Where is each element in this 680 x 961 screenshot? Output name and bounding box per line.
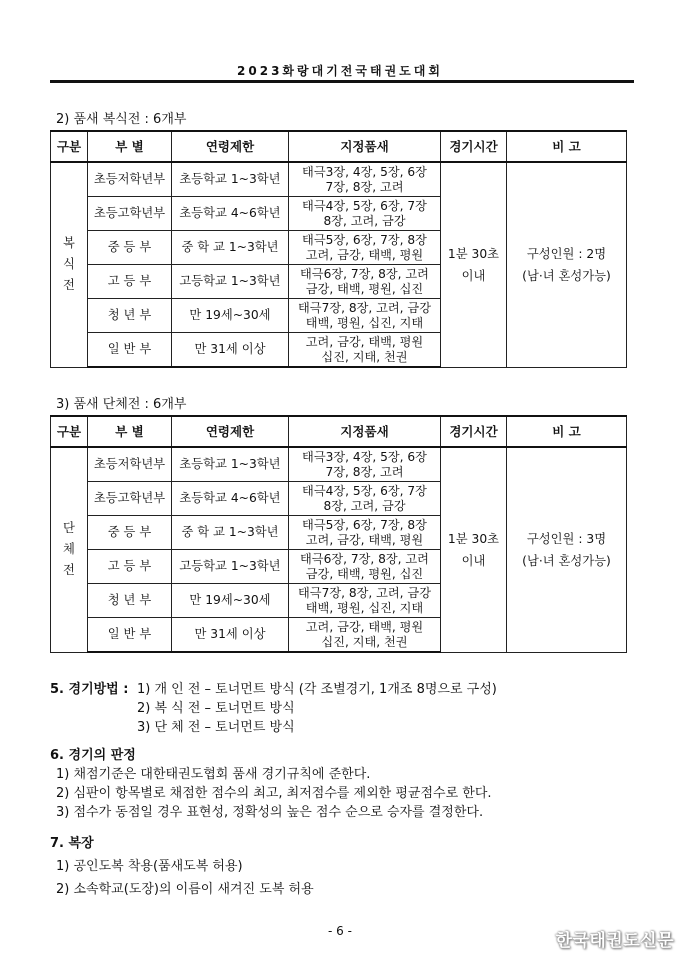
judging-item: 3) 점수가 동점일 경우 표현성, 정확성의 높은 점수 순으로 승자를 결정한다. bbox=[56, 805, 484, 820]
col-header-match-time: 경기시간 bbox=[441, 131, 507, 162]
match-time-cell: 1분 30초 이내 bbox=[441, 447, 507, 652]
doubles-event-table bbox=[50, 130, 627, 368]
age-limit-cell: 만 19세~30세 bbox=[172, 299, 289, 333]
team-event-table bbox=[50, 415, 627, 653]
match-time-cell: 1분 30초 이내 bbox=[441, 162, 507, 367]
table-row bbox=[51, 162, 627, 197]
document-header-title: 2023화랑대기전국태권도대회 bbox=[237, 64, 443, 78]
table-header-row bbox=[51, 131, 627, 162]
poomsae-cell: 태극7장, 8장, 고려, 금강 태백, 평원, 십진, 지태 bbox=[289, 299, 441, 333]
division-cell: 초등고학년부 bbox=[88, 197, 172, 231]
age-limit-cell: 중 학 교 1~3학년 bbox=[172, 516, 289, 550]
uniform-heading: 7. 복장 bbox=[50, 836, 94, 851]
age-limit-cell: 중 학 교 1~3학년 bbox=[172, 231, 289, 265]
remarks-cell: 구성인원 : 3명 (남·녀 혼성가능) bbox=[507, 447, 627, 652]
age-limit-cell: 만 19세~30세 bbox=[172, 584, 289, 618]
poomsae-cell: 태극4장, 5장, 6장, 7장 8장, 고려, 금강 bbox=[289, 197, 441, 231]
col-header-division: 부 별 bbox=[88, 416, 172, 447]
division-cell: 일 반 부 bbox=[88, 618, 172, 653]
judging-item: 2) 심판이 항목별로 채점한 점수의 최고, 최저점수를 제외한 평균점수로 한다. bbox=[56, 786, 492, 801]
col-header-poomsae: 지정품새 bbox=[289, 416, 441, 447]
poomsae-cell: 태극3장, 4장, 5장, 6장 7장, 8장, 고려 bbox=[289, 447, 441, 482]
poomsae-cell: 고려, 금강, 태백, 평원 십진, 지태, 천권 bbox=[289, 618, 441, 653]
division-cell: 초등고학년부 bbox=[88, 482, 172, 516]
table-row bbox=[51, 447, 627, 482]
doubles-section-title: 2) 품새 복식전 : 6개부 bbox=[56, 112, 187, 127]
col-header-category: 구분 bbox=[51, 416, 88, 447]
col-header-remarks: 비 고 bbox=[507, 131, 627, 162]
judging-heading: 6. 경기의 판정 bbox=[50, 748, 136, 763]
poomsae-cell: 태극7장, 8장, 고려, 금강 태백, 평원, 십진, 지태 bbox=[289, 584, 441, 618]
method-item: 1) 개 인 전 – 토너먼트 방식 (각 조별경기, 1개조 8명으로 구성) bbox=[137, 682, 497, 697]
division-cell: 초등저학년부 bbox=[88, 162, 172, 197]
age-limit-cell: 고등학교 1~3학년 bbox=[172, 550, 289, 584]
category-cell: 복 식 전 bbox=[51, 162, 88, 367]
uniform-item: 1) 공인도복 착용(품새도복 허용) bbox=[56, 859, 243, 874]
poomsae-cell: 태극3장, 4장, 5장, 6장 7장, 8장, 고려 bbox=[289, 162, 441, 197]
col-header-division: 부 별 bbox=[88, 131, 172, 162]
newspaper-watermark: 한국태권도신문 bbox=[555, 931, 674, 951]
poomsae-cell: 태극5장, 6장, 7장, 8장 고려, 금강, 태백, 평원 bbox=[289, 231, 441, 265]
col-header-age-limit: 연령제한 bbox=[172, 416, 289, 447]
age-limit-cell: 만 31세 이상 bbox=[172, 618, 289, 653]
poomsae-cell: 태극6장, 7장, 8장, 고려 금강, 태백, 평원, 십진 bbox=[289, 265, 441, 299]
method-item: 3) 단 체 전 – 토너먼트 방식 bbox=[137, 720, 295, 735]
method-heading: 5. 경기방법 : bbox=[50, 682, 129, 697]
method-item: 2) 복 식 전 – 토너먼트 방식 bbox=[137, 701, 295, 716]
category-cell: 단 체 전 bbox=[51, 447, 88, 652]
poomsae-cell: 태극6장, 7장, 8장, 고려 금강, 태백, 평원, 십진 bbox=[289, 550, 441, 584]
poomsae-cell: 태극4장, 5장, 6장, 7장 8장, 고려, 금강 bbox=[289, 482, 441, 516]
table-header-row bbox=[51, 416, 627, 447]
col-header-match-time: 경기시간 bbox=[441, 416, 507, 447]
division-cell: 고 등 부 bbox=[88, 550, 172, 584]
age-limit-cell: 초등학교 1~3학년 bbox=[172, 162, 289, 197]
remarks-cell: 구성인원 : 2명 (남·녀 혼성가능) bbox=[507, 162, 627, 367]
division-cell: 초등저학년부 bbox=[88, 447, 172, 482]
col-header-remarks: 비 고 bbox=[507, 416, 627, 447]
age-limit-cell: 초등학교 4~6학년 bbox=[172, 197, 289, 231]
col-header-age-limit: 연령제한 bbox=[172, 131, 289, 162]
division-cell: 일 반 부 bbox=[88, 333, 172, 368]
age-limit-cell: 만 31세 이상 bbox=[172, 333, 289, 368]
judging-item: 1) 채점기준은 대한태권도협회 품새 경기규칙에 준한다. bbox=[56, 767, 371, 782]
age-limit-cell: 고등학교 1~3학년 bbox=[172, 265, 289, 299]
uniform-item: 2) 소속학교(도장)의 이름이 새겨진 도복 허용 bbox=[56, 882, 314, 897]
poomsae-cell: 고려, 금강, 태백, 평원 십진, 지태, 천권 bbox=[289, 333, 441, 368]
division-cell: 중 등 부 bbox=[88, 516, 172, 550]
col-header-poomsae: 지정품새 bbox=[289, 131, 441, 162]
header-divider bbox=[50, 80, 634, 83]
team-section-title: 3) 품새 단체전 : 6개부 bbox=[56, 397, 187, 412]
division-cell: 중 등 부 bbox=[88, 231, 172, 265]
col-header-category: 구분 bbox=[51, 131, 88, 162]
page-number: - 6 - bbox=[328, 924, 352, 938]
age-limit-cell: 초등학교 4~6학년 bbox=[172, 482, 289, 516]
division-cell: 청 년 부 bbox=[88, 299, 172, 333]
division-cell: 고 등 부 bbox=[88, 265, 172, 299]
division-cell: 청 년 부 bbox=[88, 584, 172, 618]
poomsae-cell: 태극5장, 6장, 7장, 8장 고려, 금강, 태백, 평원 bbox=[289, 516, 441, 550]
age-limit-cell: 초등학교 1~3학년 bbox=[172, 447, 289, 482]
